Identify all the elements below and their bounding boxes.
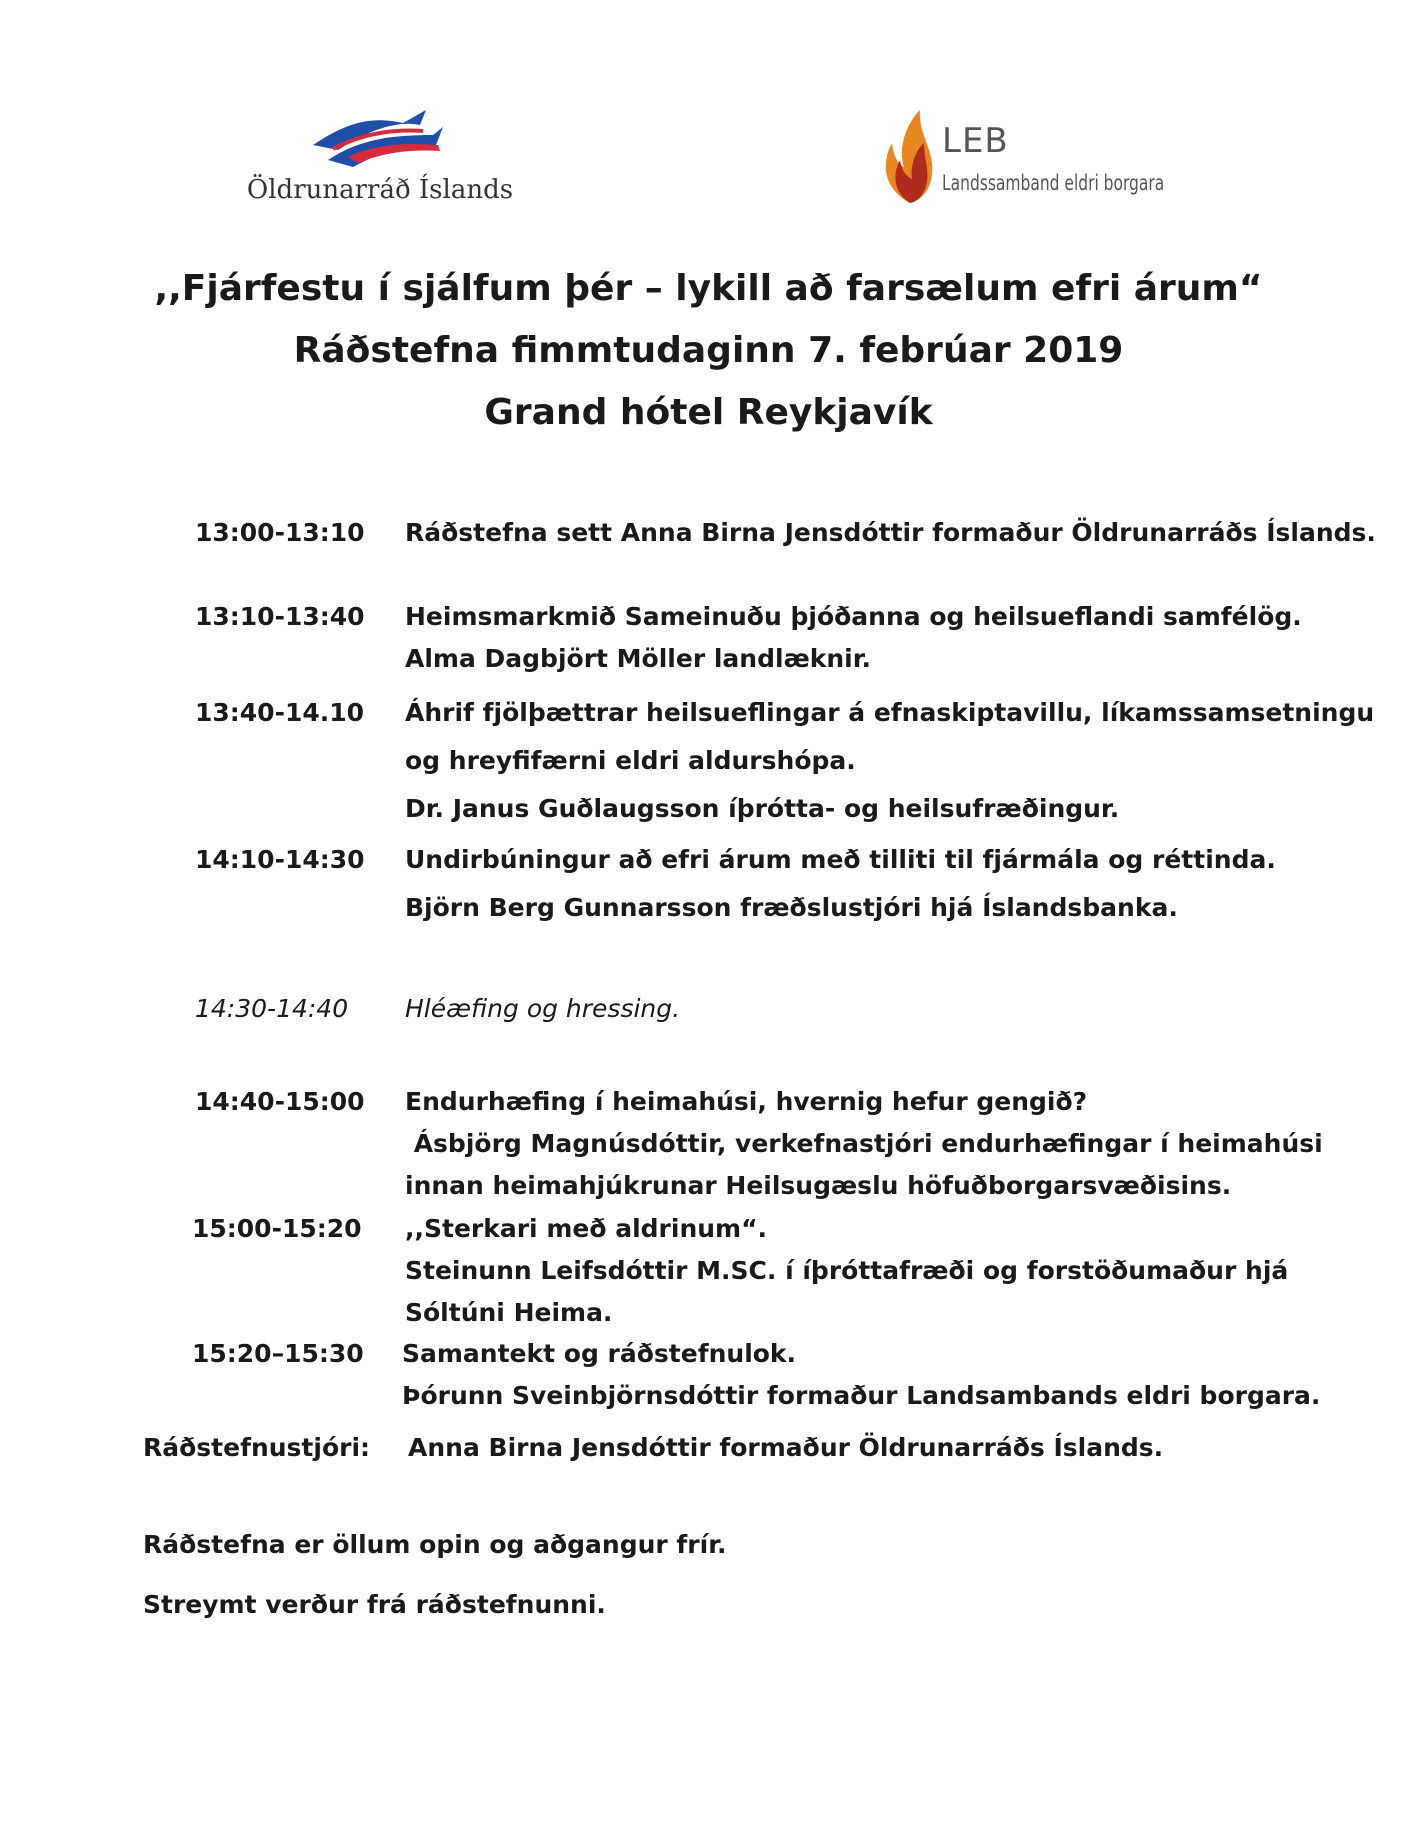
schedule-time: 14:10-14:30 <box>195 845 365 874</box>
schedule-line: Heimsmarkmið Sameinuðu þjóðanna og heilsueflandi samfélög. <box>405 602 1302 631</box>
stream-note: Streymt verður frá ráðstefnunni. <box>143 1590 606 1619</box>
chair-value: Anna Birna Jensdóttir formaður Öldrunarráðs Íslands. <box>408 1433 1164 1462</box>
venue: Grand hótel Reykjavík <box>484 392 933 433</box>
schedule-time: 13:00-13:10 <box>195 518 365 547</box>
schedule-line: ,,Sterkari með aldrinum“. <box>405 1214 768 1243</box>
schedule-description <box>402 1333 1320 1417</box>
schedule-time: 15:00-15:20 <box>192 1214 362 1243</box>
schedule-line: Björn Berg Gunnarsson fræðslustjóri hjá Íslandsbanka. <box>405 893 1178 922</box>
open-note: Ráðstefna er öllum opin og aðgangur frír. <box>143 1530 727 1559</box>
schedule-description <box>405 689 1374 833</box>
schedule-line: Dr. Janus Guðlaugsson íþrótta- og heilsufræðingur. <box>405 794 1120 823</box>
schedule-time: 13:10-13:40 <box>195 602 365 631</box>
schedule-line: Endurhæfing í heimahúsi, hvernig hefur gengið? <box>405 1087 1088 1116</box>
schedule-description <box>405 596 1302 680</box>
schedule-time: 14:40-15:00 <box>195 1087 365 1116</box>
schedule-line: Ráðstefna sett Anna Birna Jensdóttir formaður Öldrunarráðs Íslands. <box>405 518 1376 547</box>
schedule-line: Áhrif fjölþættrar heilsueflingar á efnaskiptavillu, líkamssamsetningu <box>405 698 1375 727</box>
schedule-line: Ásbjörg Magnúsdóttir, verkefnastjóri endurhæfingar í heimahúsi <box>405 1129 1323 1158</box>
schedule-line: innan heimahjúkrunar Heilsugæslu höfuðborgarsvæðisins. <box>405 1171 1232 1200</box>
schedule-time: 15:20–15:30 <box>192 1339 364 1368</box>
header <box>0 258 1417 444</box>
schedule-time: 14:30-14:40 <box>195 994 349 1023</box>
chair-label: Ráðstefnustjóri: <box>143 1433 371 1462</box>
right-org-abbr: LEB <box>942 121 1009 161</box>
left-org-name: Öldrunarráð Íslands <box>246 175 514 205</box>
page-subtitle: Ráðstefna fimmtudaginn 7. febrúar 2019 <box>293 330 1124 371</box>
schedule-time: 13:40-14.10 <box>195 698 365 727</box>
schedule-line: Hléæfing og hressing. <box>405 994 681 1023</box>
flag-ribbon-icon <box>308 105 448 173</box>
schedule-description <box>405 1081 1323 1207</box>
schedule-description <box>405 836 1276 932</box>
schedule-description <box>405 988 680 1030</box>
logo-oldrunarrad <box>240 105 520 215</box>
schedule-description <box>405 1208 1288 1334</box>
flame-icon <box>880 105 940 205</box>
schedule-line: og hreyfifærni eldri aldurshópa. <box>405 746 856 775</box>
schedule-line: Þórunn Sveinbjörnsdóttir formaður Landsambands eldri borgara. <box>402 1381 1321 1410</box>
schedule-line: Sóltúni Heima. <box>405 1298 613 1327</box>
logo-leb <box>880 105 1180 215</box>
schedule-line: Alma Dagbjört Möller landlæknir. <box>405 644 872 673</box>
schedule-line: Steinunn Leifsdóttir M.SC. í íþróttafræði og forstöðumaður hjá <box>405 1256 1289 1285</box>
page-title: ,,Fjárfestu í sjálfum þér – lykill að farsælum efri árum“ <box>154 268 1263 309</box>
right-org-name: Landssamband eldri borgara <box>942 171 1165 195</box>
schedule-line: Samantekt og ráðstefnulok. <box>402 1339 797 1368</box>
schedule-line: Undirbúningur að efri árum með tilliti til fjármála og réttinda. <box>405 845 1276 874</box>
schedule-description <box>405 512 1376 554</box>
